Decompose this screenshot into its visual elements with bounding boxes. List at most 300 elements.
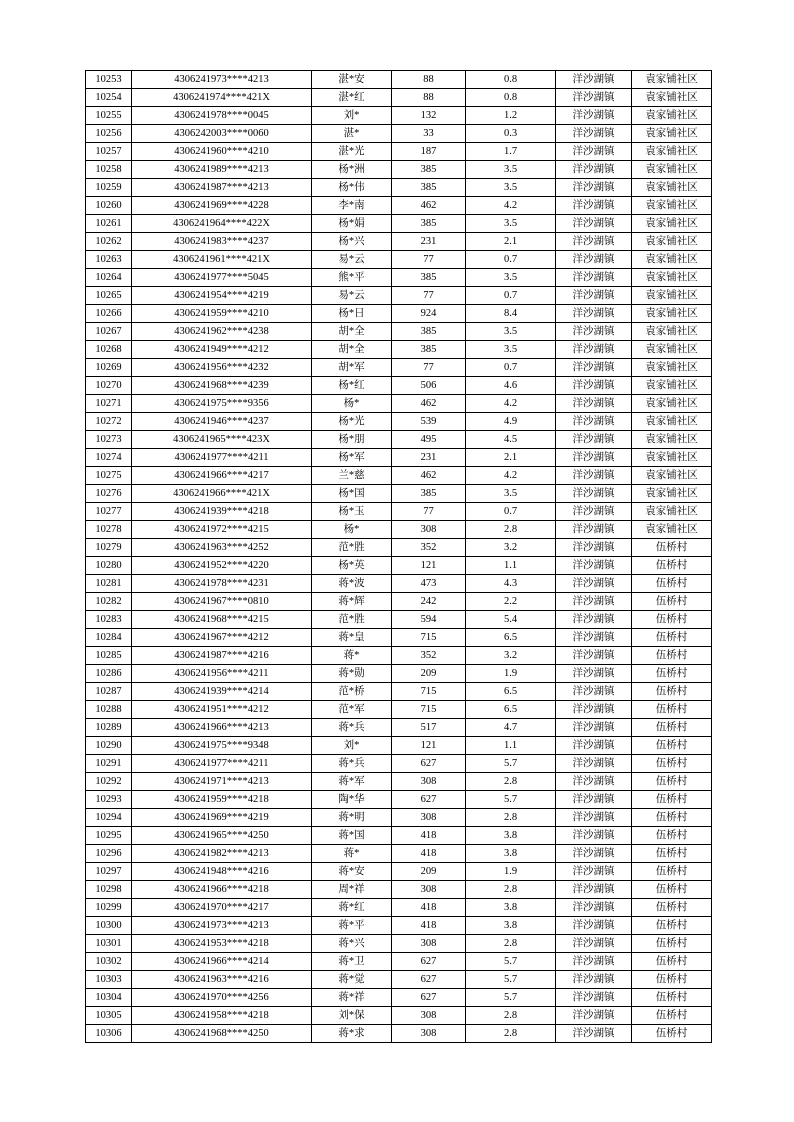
village-cell: 袁家铺社区	[632, 323, 712, 341]
table-row	[86, 773, 712, 791]
town-cell: 洋沙湖镇	[556, 791, 632, 809]
town-cell: 洋沙湖镇	[556, 1007, 632, 1025]
name-cell: 刘*	[312, 107, 392, 125]
id-number-cell: 4306241956****4232	[132, 359, 312, 377]
village-cell: 伍桥村	[632, 701, 712, 719]
name-cell: 杨*伟	[312, 179, 392, 197]
amount-cell: 517	[392, 719, 466, 737]
town-cell: 洋沙湖镇	[556, 845, 632, 863]
town-cell: 洋沙湖镇	[556, 575, 632, 593]
rate-cell: 2.1	[466, 449, 556, 467]
seq-cell: 10306	[86, 1025, 132, 1043]
village-cell: 伍桥村	[632, 629, 712, 647]
name-cell: 范*桥	[312, 683, 392, 701]
amount-cell: 627	[392, 953, 466, 971]
amount-cell: 418	[392, 827, 466, 845]
amount-cell: 121	[392, 737, 466, 755]
amount-cell: 385	[392, 323, 466, 341]
table-row	[86, 485, 712, 503]
amount-cell: 308	[392, 773, 466, 791]
rate-cell: 5.7	[466, 971, 556, 989]
table-row	[86, 287, 712, 305]
id-number-cell: 4306241977****5045	[132, 269, 312, 287]
id-number-cell: 4306241971****4213	[132, 773, 312, 791]
id-number-cell: 4306241987****4213	[132, 179, 312, 197]
village-cell: 袁家铺社区	[632, 395, 712, 413]
name-cell: 蒋*军	[312, 773, 392, 791]
town-cell: 洋沙湖镇	[556, 287, 632, 305]
rate-cell: 4.2	[466, 395, 556, 413]
table-row	[86, 593, 712, 611]
town-cell: 洋沙湖镇	[556, 179, 632, 197]
id-number-cell: 4306241948****4216	[132, 863, 312, 881]
id-number-cell: 4306241972****4215	[132, 521, 312, 539]
village-cell: 伍桥村	[632, 989, 712, 1007]
name-cell: 范*军	[312, 701, 392, 719]
rate-cell: 0.7	[466, 251, 556, 269]
name-cell: 湛*红	[312, 89, 392, 107]
village-cell: 袁家铺社区	[632, 161, 712, 179]
village-cell: 袁家铺社区	[632, 287, 712, 305]
village-cell: 袁家铺社区	[632, 485, 712, 503]
town-cell: 洋沙湖镇	[556, 611, 632, 629]
table-row	[86, 431, 712, 449]
amount-cell: 77	[392, 251, 466, 269]
village-cell: 袁家铺社区	[632, 197, 712, 215]
rate-cell: 4.5	[466, 431, 556, 449]
name-cell: 杨*红	[312, 377, 392, 395]
table-row	[86, 953, 712, 971]
amount-cell: 352	[392, 647, 466, 665]
village-cell: 伍桥村	[632, 917, 712, 935]
town-cell: 洋沙湖镇	[556, 953, 632, 971]
id-number-cell: 4306241963****4216	[132, 971, 312, 989]
id-number-cell: 4306241969****4219	[132, 809, 312, 827]
seq-cell: 10272	[86, 413, 132, 431]
amount-cell: 385	[392, 269, 466, 287]
name-cell: 蒋*	[312, 845, 392, 863]
seq-cell: 10290	[86, 737, 132, 755]
town-cell: 洋沙湖镇	[556, 539, 632, 557]
name-cell: 湛*光	[312, 143, 392, 161]
village-cell: 袁家铺社区	[632, 215, 712, 233]
name-cell: 蒋*红	[312, 899, 392, 917]
seq-cell: 10293	[86, 791, 132, 809]
amount-cell: 242	[392, 593, 466, 611]
id-number-cell: 4306241958****4218	[132, 1007, 312, 1025]
village-cell: 伍桥村	[632, 863, 712, 881]
amount-cell: 473	[392, 575, 466, 593]
seq-cell: 10287	[86, 683, 132, 701]
town-cell: 洋沙湖镇	[556, 629, 632, 647]
town-cell: 洋沙湖镇	[556, 413, 632, 431]
seq-cell: 10283	[86, 611, 132, 629]
seq-cell: 10302	[86, 953, 132, 971]
village-cell: 袁家铺社区	[632, 71, 712, 89]
name-cell: 蒋*辉	[312, 593, 392, 611]
id-number-cell: 4306242003****0060	[132, 125, 312, 143]
id-number-cell: 4306241951****4212	[132, 701, 312, 719]
amount-cell: 308	[392, 881, 466, 899]
name-cell: 胡*全	[312, 323, 392, 341]
seq-cell: 10279	[86, 539, 132, 557]
town-cell: 洋沙湖镇	[556, 773, 632, 791]
id-number-cell: 4306241975****9348	[132, 737, 312, 755]
village-cell: 伍桥村	[632, 809, 712, 827]
amount-cell: 308	[392, 1007, 466, 1025]
table-row	[86, 197, 712, 215]
amount-cell: 715	[392, 629, 466, 647]
id-number-cell: 4306241978****4231	[132, 575, 312, 593]
seq-cell: 10253	[86, 71, 132, 89]
town-cell: 洋沙湖镇	[556, 593, 632, 611]
id-number-cell: 4306241949****4212	[132, 341, 312, 359]
name-cell: 熊*平	[312, 269, 392, 287]
village-cell: 伍桥村	[632, 665, 712, 683]
table-row	[86, 881, 712, 899]
table-row	[86, 665, 712, 683]
rate-cell: 1.9	[466, 863, 556, 881]
id-number-cell: 4306241974****421X	[132, 89, 312, 107]
amount-cell: 77	[392, 359, 466, 377]
amount-cell: 132	[392, 107, 466, 125]
rate-cell: 3.8	[466, 899, 556, 917]
rate-cell: 1.2	[466, 107, 556, 125]
amount-cell: 462	[392, 467, 466, 485]
rate-cell: 4.2	[466, 467, 556, 485]
seq-cell: 10282	[86, 593, 132, 611]
name-cell: 蒋*明	[312, 809, 392, 827]
rate-cell: 5.7	[466, 755, 556, 773]
town-cell: 洋沙湖镇	[556, 485, 632, 503]
amount-cell: 385	[392, 485, 466, 503]
village-cell: 伍桥村	[632, 611, 712, 629]
name-cell: 胡*军	[312, 359, 392, 377]
table-row	[86, 521, 712, 539]
table-body	[86, 71, 712, 1043]
village-cell: 伍桥村	[632, 827, 712, 845]
town-cell: 洋沙湖镇	[556, 395, 632, 413]
table-row	[86, 863, 712, 881]
id-number-cell: 4306241965****423X	[132, 431, 312, 449]
table-row	[86, 719, 712, 737]
seq-cell: 10262	[86, 233, 132, 251]
village-cell: 伍桥村	[632, 575, 712, 593]
rate-cell: 2.8	[466, 809, 556, 827]
village-cell: 袁家铺社区	[632, 467, 712, 485]
id-number-cell: 4306241970****4217	[132, 899, 312, 917]
village-cell: 袁家铺社区	[632, 251, 712, 269]
table-row	[86, 395, 712, 413]
table-row	[86, 647, 712, 665]
seq-cell: 10297	[86, 863, 132, 881]
id-number-cell: 4306241964****422X	[132, 215, 312, 233]
seq-cell: 10286	[86, 665, 132, 683]
name-cell: 蒋*波	[312, 575, 392, 593]
rate-cell: 2.8	[466, 773, 556, 791]
table-row	[86, 413, 712, 431]
town-cell: 洋沙湖镇	[556, 881, 632, 899]
table-row	[86, 701, 712, 719]
name-cell: 杨*日	[312, 305, 392, 323]
id-number-cell: 4306241989****4213	[132, 161, 312, 179]
village-cell: 袁家铺社区	[632, 143, 712, 161]
id-number-cell: 4306241954****4219	[132, 287, 312, 305]
seq-cell: 10274	[86, 449, 132, 467]
name-cell: 胡*全	[312, 341, 392, 359]
table-row	[86, 305, 712, 323]
town-cell: 洋沙湖镇	[556, 737, 632, 755]
table-row	[86, 683, 712, 701]
town-cell: 洋沙湖镇	[556, 377, 632, 395]
seq-cell: 10288	[86, 701, 132, 719]
amount-cell: 209	[392, 665, 466, 683]
village-cell: 伍桥村	[632, 881, 712, 899]
seq-cell: 10264	[86, 269, 132, 287]
town-cell: 洋沙湖镇	[556, 341, 632, 359]
rate-cell: 1.7	[466, 143, 556, 161]
town-cell: 洋沙湖镇	[556, 161, 632, 179]
seq-cell: 10261	[86, 215, 132, 233]
village-cell: 伍桥村	[632, 557, 712, 575]
amount-cell: 495	[392, 431, 466, 449]
amount-cell: 715	[392, 683, 466, 701]
name-cell: 蒋*兴	[312, 935, 392, 953]
village-cell: 伍桥村	[632, 971, 712, 989]
rate-cell: 0.8	[466, 71, 556, 89]
table-row	[86, 791, 712, 809]
rate-cell: 2.8	[466, 1025, 556, 1043]
town-cell: 洋沙湖镇	[556, 557, 632, 575]
seq-cell: 10265	[86, 287, 132, 305]
name-cell: 范*胜	[312, 611, 392, 629]
seq-cell: 10269	[86, 359, 132, 377]
table-row	[86, 107, 712, 125]
table-row	[86, 125, 712, 143]
rate-cell: 5.7	[466, 989, 556, 1007]
seq-cell: 10292	[86, 773, 132, 791]
village-cell: 袁家铺社区	[632, 359, 712, 377]
rate-cell: 3.5	[466, 485, 556, 503]
rate-cell: 4.2	[466, 197, 556, 215]
name-cell: 周*祥	[312, 881, 392, 899]
rate-cell: 2.2	[466, 593, 556, 611]
seq-cell: 10275	[86, 467, 132, 485]
rate-cell: 8.4	[466, 305, 556, 323]
rate-cell: 6.5	[466, 701, 556, 719]
amount-cell: 418	[392, 899, 466, 917]
rate-cell: 1.1	[466, 557, 556, 575]
village-cell: 袁家铺社区	[632, 341, 712, 359]
seq-cell: 10271	[86, 395, 132, 413]
town-cell: 洋沙湖镇	[556, 827, 632, 845]
seq-cell: 10263	[86, 251, 132, 269]
amount-cell: 506	[392, 377, 466, 395]
rate-cell: 3.5	[466, 161, 556, 179]
town-cell: 洋沙湖镇	[556, 323, 632, 341]
town-cell: 洋沙湖镇	[556, 719, 632, 737]
rate-cell: 1.1	[466, 737, 556, 755]
village-cell: 伍桥村	[632, 1007, 712, 1025]
rate-cell: 0.3	[466, 125, 556, 143]
rate-cell: 3.5	[466, 179, 556, 197]
amount-cell: 627	[392, 989, 466, 1007]
village-cell: 袁家铺社区	[632, 305, 712, 323]
id-number-cell: 4306241946****4237	[132, 413, 312, 431]
seq-cell: 10259	[86, 179, 132, 197]
amount-cell: 308	[392, 935, 466, 953]
town-cell: 洋沙湖镇	[556, 809, 632, 827]
rate-cell: 2.8	[466, 881, 556, 899]
village-cell: 伍桥村	[632, 755, 712, 773]
table-row	[86, 71, 712, 89]
table-row	[86, 341, 712, 359]
amount-cell: 88	[392, 71, 466, 89]
seq-cell: 10267	[86, 323, 132, 341]
name-cell: 蒋*国	[312, 827, 392, 845]
rate-cell: 3.5	[466, 323, 556, 341]
table-row	[86, 1007, 712, 1025]
town-cell: 洋沙湖镇	[556, 269, 632, 287]
town-cell: 洋沙湖镇	[556, 683, 632, 701]
table-row	[86, 161, 712, 179]
village-cell: 袁家铺社区	[632, 125, 712, 143]
seq-cell: 10298	[86, 881, 132, 899]
seq-cell: 10270	[86, 377, 132, 395]
amount-cell: 187	[392, 143, 466, 161]
table-row	[86, 539, 712, 557]
amount-cell: 231	[392, 449, 466, 467]
seq-cell: 10281	[86, 575, 132, 593]
rate-cell: 6.5	[466, 629, 556, 647]
seq-cell: 10255	[86, 107, 132, 125]
seq-cell: 10305	[86, 1007, 132, 1025]
table-row	[86, 899, 712, 917]
table-row	[86, 269, 712, 287]
id-number-cell: 4306241978****0045	[132, 107, 312, 125]
rate-cell: 2.8	[466, 1007, 556, 1025]
town-cell: 洋沙湖镇	[556, 701, 632, 719]
town-cell: 洋沙湖镇	[556, 935, 632, 953]
amount-cell: 539	[392, 413, 466, 431]
town-cell: 洋沙湖镇	[556, 647, 632, 665]
name-cell: 杨*国	[312, 485, 392, 503]
name-cell: 杨*洲	[312, 161, 392, 179]
rate-cell: 4.6	[466, 377, 556, 395]
town-cell: 洋沙湖镇	[556, 305, 632, 323]
table-row	[86, 89, 712, 107]
village-cell: 袁家铺社区	[632, 431, 712, 449]
id-number-cell: 4306241983****4237	[132, 233, 312, 251]
town-cell: 洋沙湖镇	[556, 521, 632, 539]
rate-cell: 3.8	[466, 827, 556, 845]
id-number-cell: 4306241966****4214	[132, 953, 312, 971]
seq-cell: 10257	[86, 143, 132, 161]
name-cell: 杨*玉	[312, 503, 392, 521]
amount-cell: 715	[392, 701, 466, 719]
id-number-cell: 4306241966****4218	[132, 881, 312, 899]
id-number-cell: 4306241966****421X	[132, 485, 312, 503]
amount-cell: 627	[392, 791, 466, 809]
amount-cell: 352	[392, 539, 466, 557]
seq-cell: 10285	[86, 647, 132, 665]
village-cell: 袁家铺社区	[632, 107, 712, 125]
name-cell: 杨*兴	[312, 233, 392, 251]
rate-cell: 2.1	[466, 233, 556, 251]
seq-cell: 10294	[86, 809, 132, 827]
name-cell: 杨*光	[312, 413, 392, 431]
id-number-cell: 4306241965****4250	[132, 827, 312, 845]
name-cell: 蒋*皇	[312, 629, 392, 647]
id-number-cell: 4306241960****4210	[132, 143, 312, 161]
village-cell: 袁家铺社区	[632, 377, 712, 395]
name-cell: 杨*英	[312, 557, 392, 575]
village-cell: 伍桥村	[632, 899, 712, 917]
id-number-cell: 4306241939****4218	[132, 503, 312, 521]
rate-cell: 3.2	[466, 647, 556, 665]
amount-cell: 385	[392, 341, 466, 359]
village-cell: 袁家铺社区	[632, 521, 712, 539]
id-number-cell: 4306241973****4213	[132, 917, 312, 935]
name-cell: 蒋*卫	[312, 953, 392, 971]
village-cell: 伍桥村	[632, 719, 712, 737]
amount-cell: 418	[392, 917, 466, 935]
town-cell: 洋沙湖镇	[556, 1025, 632, 1043]
table-row	[86, 557, 712, 575]
name-cell: 陶*华	[312, 791, 392, 809]
id-number-cell: 4306241939****4214	[132, 683, 312, 701]
table-row	[86, 323, 712, 341]
name-cell: 易*云	[312, 287, 392, 305]
town-cell: 洋沙湖镇	[556, 359, 632, 377]
town-cell: 洋沙湖镇	[556, 665, 632, 683]
seq-cell: 10266	[86, 305, 132, 323]
village-cell: 袁家铺社区	[632, 503, 712, 521]
seq-cell: 10300	[86, 917, 132, 935]
amount-cell: 88	[392, 89, 466, 107]
id-number-cell: 4306241977****4211	[132, 755, 312, 773]
name-cell: 杨*朋	[312, 431, 392, 449]
town-cell: 洋沙湖镇	[556, 971, 632, 989]
seq-cell: 10268	[86, 341, 132, 359]
village-cell: 伍桥村	[632, 683, 712, 701]
id-number-cell: 4306241959****4210	[132, 305, 312, 323]
id-number-cell: 4306241977****4211	[132, 449, 312, 467]
table-row	[86, 917, 712, 935]
id-number-cell: 4306241956****4211	[132, 665, 312, 683]
town-cell: 洋沙湖镇	[556, 863, 632, 881]
rate-cell: 2.8	[466, 521, 556, 539]
village-cell: 伍桥村	[632, 737, 712, 755]
id-number-cell: 4306241959****4218	[132, 791, 312, 809]
town-cell: 洋沙湖镇	[556, 251, 632, 269]
village-cell: 伍桥村	[632, 593, 712, 611]
village-cell: 伍桥村	[632, 935, 712, 953]
id-number-cell: 4306241966****4217	[132, 467, 312, 485]
seq-cell: 10299	[86, 899, 132, 917]
seq-cell: 10301	[86, 935, 132, 953]
id-number-cell: 4306241952****4220	[132, 557, 312, 575]
amount-cell: 924	[392, 305, 466, 323]
amount-cell: 594	[392, 611, 466, 629]
name-cell: 湛*	[312, 125, 392, 143]
table-row	[86, 449, 712, 467]
rate-cell: 3.2	[466, 539, 556, 557]
name-cell: 蒋*求	[312, 1025, 392, 1043]
town-cell: 洋沙湖镇	[556, 89, 632, 107]
amount-cell: 385	[392, 215, 466, 233]
amount-cell: 77	[392, 287, 466, 305]
